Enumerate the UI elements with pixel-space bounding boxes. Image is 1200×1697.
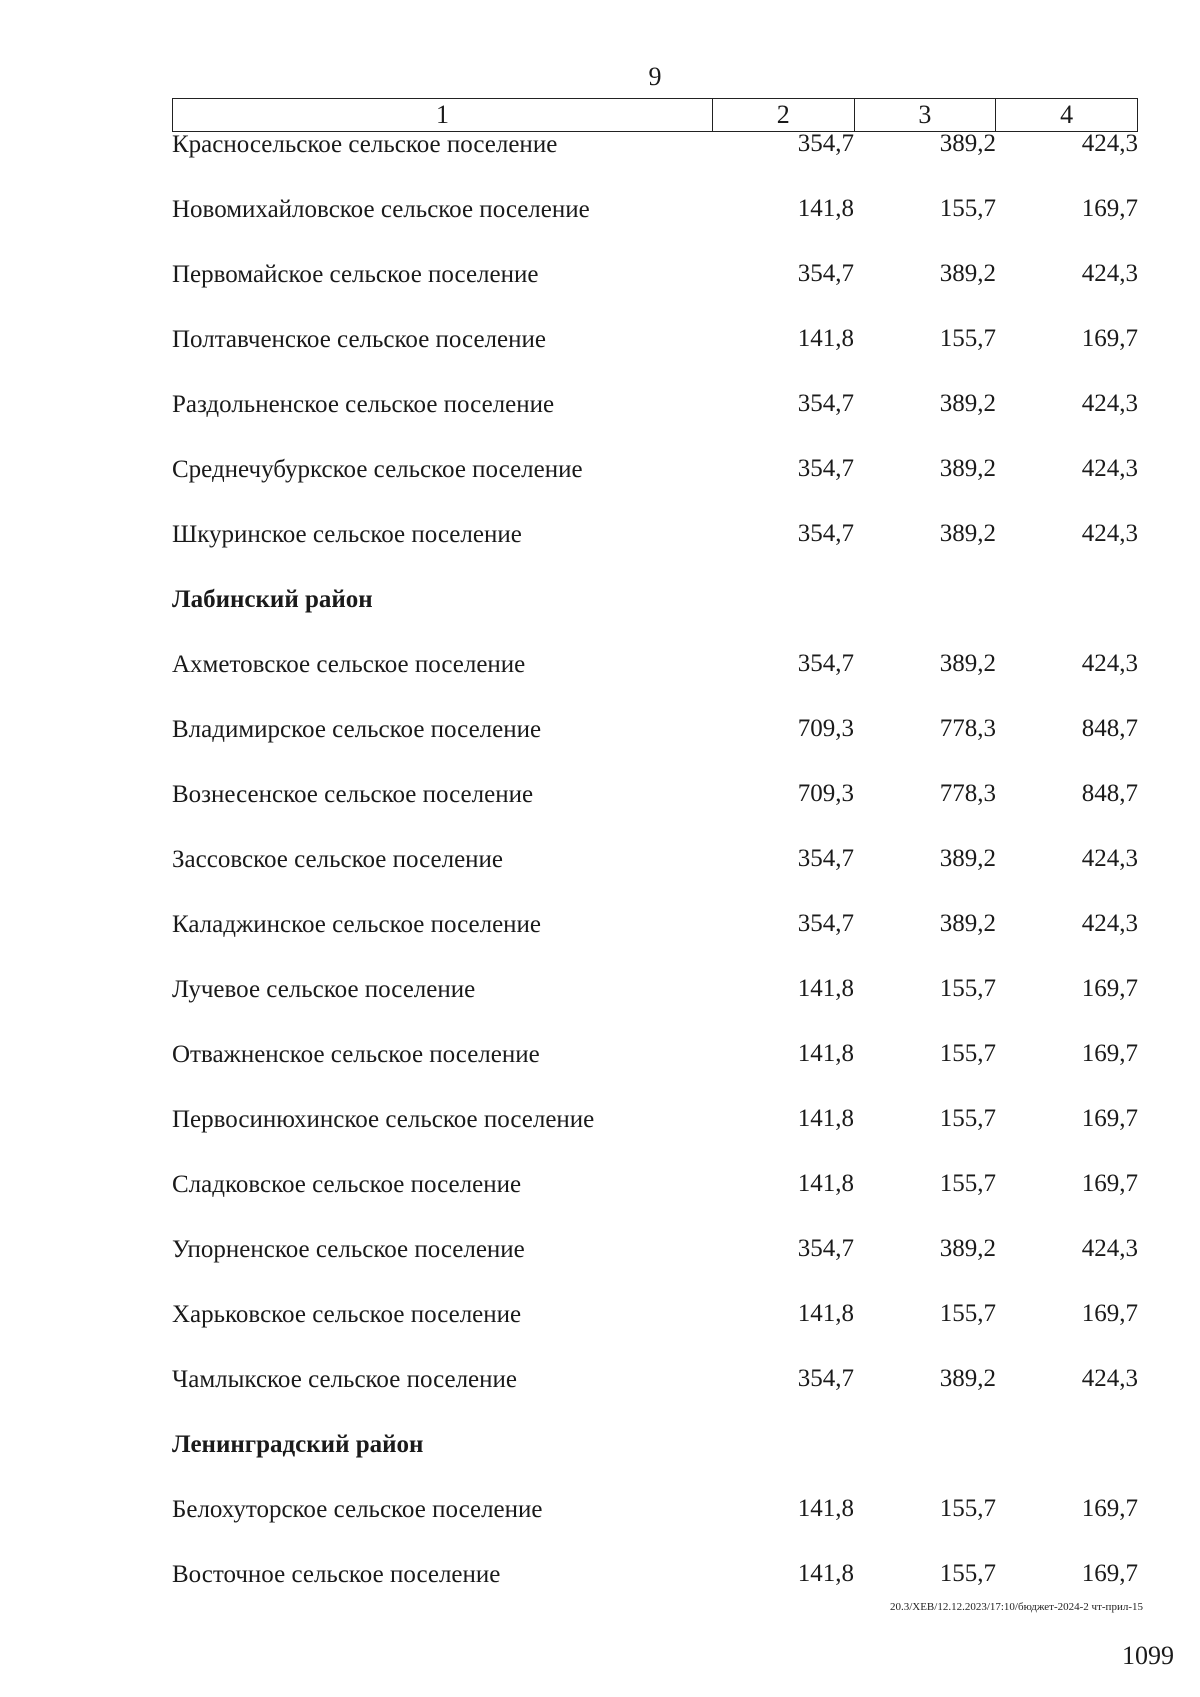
value-col-4: 424,3 (1081, 1235, 1138, 1262)
value-col-4: 169,7 (1081, 1495, 1138, 1522)
value-col-2: 354,7 (797, 390, 854, 417)
value-col-4: 424,3 (1081, 390, 1138, 417)
settlement-name: Вознесенское сельское поселение (172, 781, 534, 808)
value-col-3: 155,7 (939, 1300, 996, 1327)
value-col-2: 354,7 (797, 650, 854, 677)
settlement-name: Сладковское сельское поселение (172, 1171, 522, 1198)
value-col-2: 709,3 (797, 715, 854, 742)
table-row (172, 1363, 1138, 1428)
value-col-4: 424,3 (1081, 260, 1138, 287)
value-col-3: 389,2 (939, 845, 996, 872)
table-row (172, 778, 1138, 843)
settlement-name: Зассовское сельское поселение (172, 846, 504, 873)
value-col-4: 169,7 (1081, 1040, 1138, 1067)
value-col-2: 354,7 (797, 260, 854, 287)
value-col-3: 389,2 (939, 455, 996, 482)
value-col-2: 141,8 (797, 975, 854, 1002)
value-col-2: 354,7 (797, 130, 854, 157)
value-col-3: 389,2 (939, 260, 996, 287)
value-col-3: 155,7 (939, 1495, 996, 1522)
value-col-3: 155,7 (939, 1105, 996, 1132)
value-col-2: 709,3 (797, 780, 854, 807)
settlement-name: Лучевое сельское поселение (172, 976, 476, 1003)
value-col-3: 778,3 (939, 715, 996, 742)
value-col-3: 389,2 (939, 1235, 996, 1262)
table-row (172, 1038, 1138, 1103)
table-body (172, 128, 1138, 1623)
table-row (172, 518, 1138, 583)
table-row (172, 388, 1138, 453)
document-code: 20.3/ХЕВ/12.12.2023/17:10/бюджет-2024-2 чт-прил-15 (889, 1601, 1143, 1613)
settlement-name: Среднечубуркское сельское поселение (172, 456, 583, 483)
value-col-4: 169,7 (1081, 325, 1138, 352)
value-col-3: 155,7 (939, 325, 996, 352)
column-header-1: 1 (435, 100, 449, 129)
value-col-3: 155,7 (939, 1170, 996, 1197)
value-col-4: 169,7 (1081, 1170, 1138, 1197)
table-row (172, 128, 1138, 193)
settlement-name: Чамлыкское сельское поселение (172, 1366, 518, 1393)
value-col-4: 424,3 (1081, 650, 1138, 677)
value-col-2: 141,8 (797, 1170, 854, 1197)
value-col-3: 155,7 (939, 195, 996, 222)
value-col-3: 389,2 (939, 650, 996, 677)
value-col-4: 424,3 (1081, 1365, 1138, 1392)
settlement-name: Первомайское сельское поселение (172, 261, 539, 288)
value-col-3: 778,3 (939, 780, 996, 807)
district-name: Лабинский район (172, 586, 373, 613)
table-row (172, 258, 1138, 323)
value-col-2: 354,7 (797, 1365, 854, 1392)
value-col-4: 424,3 (1081, 520, 1138, 547)
value-col-2: 141,8 (797, 1560, 854, 1587)
value-col-3: 155,7 (939, 1560, 996, 1587)
value-col-2: 141,8 (797, 195, 854, 222)
value-col-2: 141,8 (797, 1105, 854, 1132)
value-col-3: 389,2 (939, 130, 996, 157)
value-col-2: 141,8 (797, 325, 854, 352)
table-row (172, 713, 1138, 778)
value-col-2: 354,7 (797, 520, 854, 547)
settlement-name: Упорненское сельское поселение (172, 1236, 525, 1263)
value-col-4: 169,7 (1081, 1300, 1138, 1327)
table-row (172, 648, 1138, 713)
value-col-3: 389,2 (939, 520, 996, 547)
value-col-4: 424,3 (1081, 130, 1138, 157)
value-col-2: 141,8 (797, 1495, 854, 1522)
section-header-row (172, 583, 1138, 648)
column-header-4: 4 (995, 99, 1137, 131)
value-col-4: 848,7 (1081, 715, 1138, 742)
settlement-name: Полтавченское сельское поселение (172, 326, 546, 353)
settlement-name: Шкуринское сельское поселение (172, 521, 522, 548)
value-col-3: 389,2 (939, 1365, 996, 1392)
value-col-2: 354,7 (797, 910, 854, 937)
page-number-bottom: 1099 (1122, 1641, 1174, 1670)
settlement-name: Отважненское сельское поселение (172, 1041, 540, 1068)
page-number-top: 9 (648, 62, 662, 91)
value-col-2: 141,8 (797, 1040, 854, 1067)
column-header-2: 2 (712, 99, 854, 131)
table-row (172, 1298, 1138, 1363)
table-row (172, 1558, 1138, 1623)
section-header-row (172, 1428, 1138, 1493)
table-row (172, 1233, 1138, 1298)
value-col-3: 155,7 (939, 975, 996, 1002)
value-col-4: 169,7 (1081, 195, 1138, 222)
settlement-name: Харьковское сельское поселение (172, 1301, 522, 1328)
settlement-name: Первосинюхинское сельское поселение (172, 1106, 595, 1133)
value-col-3: 389,2 (939, 910, 996, 937)
settlement-name: Восточное сельское поселение (172, 1561, 501, 1588)
column-header-3: 3 (854, 99, 996, 131)
table-row (172, 1493, 1138, 1558)
value-col-4: 169,7 (1081, 975, 1138, 1002)
settlement-name: Новомихайловское сельское поселение (172, 196, 590, 223)
settlement-name: Каладжинское сельское поселение (172, 911, 542, 938)
value-col-4: 169,7 (1081, 1105, 1138, 1132)
value-col-4: 424,3 (1081, 845, 1138, 872)
settlement-name: Раздольненское сельское поселение (172, 391, 555, 418)
district-name: Ленинградский район (172, 1431, 424, 1458)
table-row (172, 1168, 1138, 1233)
table-row (172, 908, 1138, 973)
value-col-2: 354,7 (797, 1235, 854, 1262)
table-row (172, 973, 1138, 1038)
table-row (172, 1103, 1138, 1168)
table-row (172, 843, 1138, 908)
column-header-row (172, 98, 1138, 132)
settlement-name: Владимирское сельское поселение (172, 716, 542, 743)
value-col-4: 848,7 (1081, 780, 1138, 807)
settlement-name: Красносельское сельское поселение (172, 131, 558, 158)
value-col-3: 155,7 (939, 1040, 996, 1067)
settlement-name: Ахметовское сельское поселение (172, 651, 526, 678)
value-col-2: 354,7 (797, 845, 854, 872)
value-col-2: 141,8 (797, 1300, 854, 1327)
value-col-3: 389,2 (939, 390, 996, 417)
table-row (172, 323, 1138, 388)
settlement-name: Белохуторское сельское поселение (172, 1496, 543, 1523)
value-col-2: 354,7 (797, 455, 854, 482)
value-col-4: 424,3 (1081, 455, 1138, 482)
value-col-4: 424,3 (1081, 910, 1138, 937)
table-row (172, 193, 1138, 258)
value-col-4: 169,7 (1081, 1560, 1138, 1587)
table-row (172, 453, 1138, 518)
